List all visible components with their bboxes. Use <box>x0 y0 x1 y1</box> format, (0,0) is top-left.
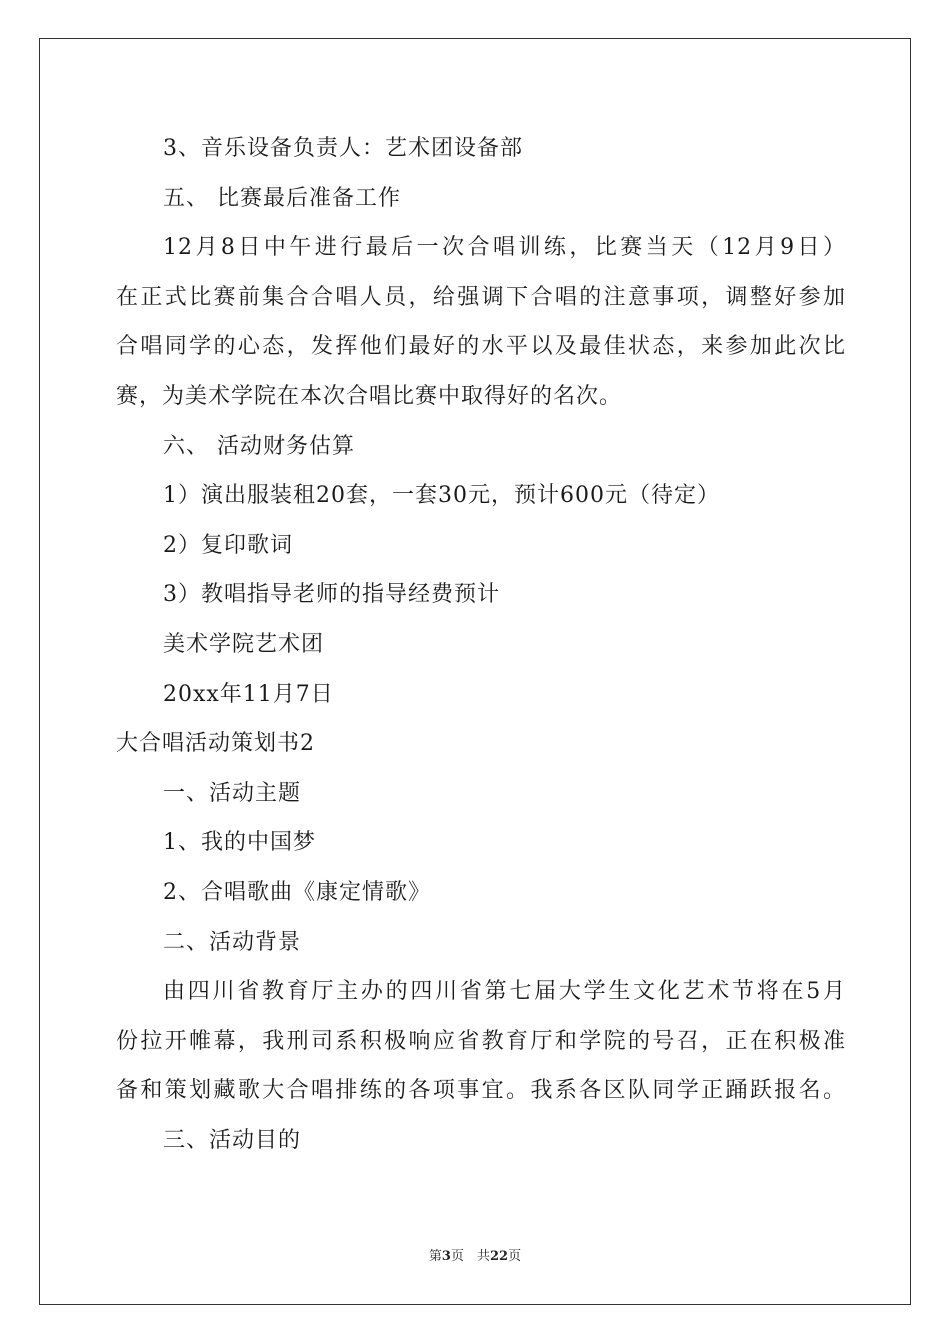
text-line: 美术学院艺术团 <box>163 631 325 657</box>
text-line: 1）演出服装租20套，一套30元，预计600元（待定） <box>163 483 720 509</box>
text-line: 1、我的中国梦 <box>163 830 316 856</box>
total-pages-number: 22 <box>489 1249 509 1264</box>
text-line: 2、合唱歌曲《康定情歌》 <box>163 879 431 905</box>
text-line: 合唱同学的心态，发挥他们最好的水平以及最佳状态，来参加此次比 <box>116 334 846 360</box>
text-line: 三、活动目的 <box>163 1127 302 1153</box>
text-line: 二、活动背景 <box>163 929 302 955</box>
text-line: 3）教唱指导老师的指导经费预计 <box>163 582 500 608</box>
text-line: 赛，为美术学院在本次合唱比赛中取得好的名次。 <box>116 383 623 409</box>
text-line: 六、 活动财务估算 <box>163 433 355 459</box>
text-line: 份拉开帷幕，我刑司系积极响应省教育厅和学院的号召，正在积极准 <box>116 1028 846 1054</box>
text-line: 12月8日中午进行最后一次合唱训练，比赛当天（12月9日） <box>163 235 846 261</box>
text-line: 在正式比赛前集合合唱人员，给强调下合唱的注意事项，调整好参加 <box>116 284 846 310</box>
text-line: 20xx年11月7日 <box>163 681 334 707</box>
text-line: 大合唱活动策划书2 <box>116 731 315 757</box>
footer-prefix: 第 <box>428 1249 442 1264</box>
page-footer <box>0 1248 950 1266</box>
text-line: 2）复印歌词 <box>163 532 293 558</box>
text-line: 3、音乐设备负责人：艺术团设备部 <box>163 136 523 161</box>
text-line: 一、活动主题 <box>163 780 302 806</box>
text-line: 由四川省教育厅主办的四川省第七届大学生文化艺术节将在5月 <box>163 979 846 1005</box>
document-body <box>116 124 846 1165</box>
footer-middle: 页 共 <box>450 1249 490 1264</box>
current-page-number: 3 <box>441 1249 451 1264</box>
text-line: 备和策划藏歌大合唱排练的各项事宜。我系各区队同学正踊跃报名。 <box>116 1078 846 1104</box>
footer-suffix: 页 <box>508 1249 522 1264</box>
text-line: 五、 比赛最后准备工作 <box>163 185 401 211</box>
